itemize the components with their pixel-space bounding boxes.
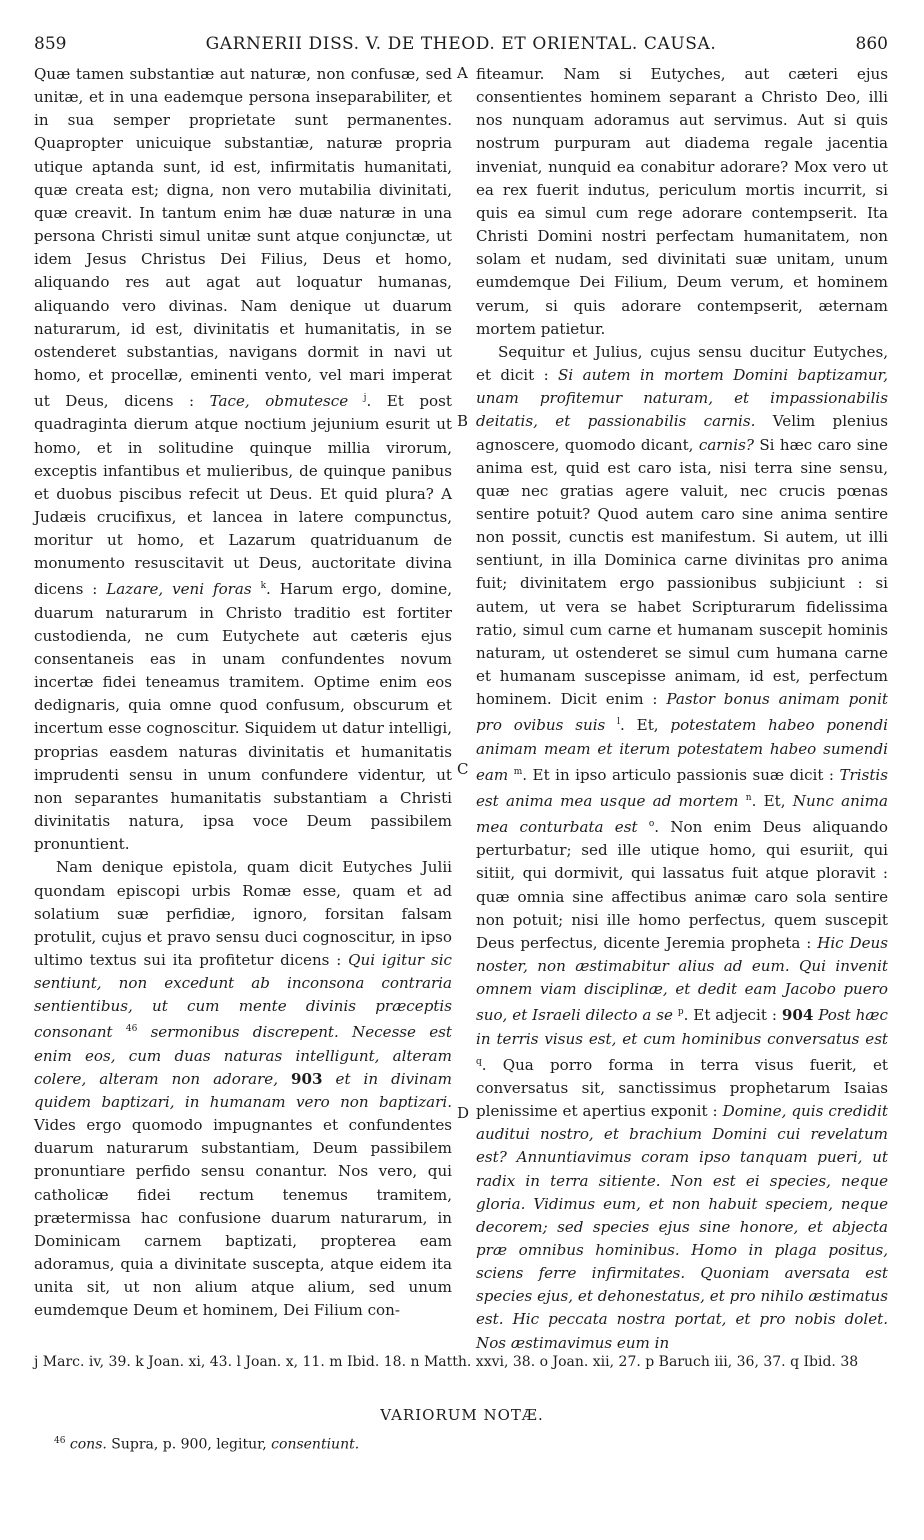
footnote-ref: q	[476, 1056, 482, 1067]
right-paragraph-2: Sequitur et Julius, cujus sensu ducitur Eutyches, et dicit : Si autem in mortem Domini baptizamur, unam profitemur naturam, et impassionabilis deitatis, et passionabilis carnis. Velim plenius agnoscere, quomodo dicant, carnis? Si hæc caro sine anima est, quid est caro ista, nisi terra sine sensu, quæ nec gratias agere valuit, nec crucis pœnas sentire potuit? Quod autem caro sine anima sentire non possit, cunctis est manifestum. Si autem, ut illi sentiunt, in illa Dominica carne divinitas pro anima fuit; divinitatem ergo passionibus subjiciunt : si autem, ut vera se habet Scripturarum fidelissima ratio, simul cum carne et humanam suscepit hominis naturam, ut ostenderet se simul cum humana carne et humanam suscepisse animam, id est, perfectum hominem. Dicit enim : Pastor bonus animam ponit pro ovibus suis $^l$. Et, potestatem habeo ponendi animam meam et iterum potestatem habeo sumendi eam $^m$. Et in ipso articulo passionis suæ dicit : Tristis est anima mea usque ad mortem $^n$. Et, Nunc anima mea conturbata est $^o$. Non enim Deus aliquando perturbatur; sed ille utique homo, qui esuriit, qui sitiit, qui dormivit, qui lassatus fuit atque ploravit : quæ omnia sine affectibus animæ caro sola sentire non potuit; nisi ille homo perfectus, quem suscepit Deus perfectus, dicente Jeremia propheta : Hic Deus noster, non æstimabitur alius ad eum. Qui invenit omnem viam disciplinæ, et dedit eam Jacobo puero suo, et Israeli dilecto a se $^p$. Et adjecit : 904 Post hæc in terris visus est, et cum hominibus conversatus est $^q$. Qua porro forma in terra visus fuerit, et conversatus sit, sanctissimus prophetarum Isaias plenissime et apertius exponit : Domine, quis credidit auditui nostro, et brachium Domini cui revelatum est? Annuntiavimus coram ipso tanquam pueri, ut radix in terra sitiente. Non est ei species, neque gloria. Vidimus eum, et non habuit speciem, neque decorem; sed species ejus sine honore, et abjecta præ omnibus hominibus. Homo in plaga positus, sciens ferre infirmitates. Quoniam aversata est species ejus, et dehonestatus, et pro nihilo æstimatus est. Hic peccata nostra portat, et pro nobis dolet. Nos æstimavimus eum in	[476, 342, 889, 1352]
column-number: 903	[291, 1069, 323, 1088]
note-mark: 46	[54, 1436, 66, 1446]
margin-marker-d: D	[457, 1104, 470, 1122]
margin-marker-b: B	[457, 412, 469, 430]
right-paragraph-1: fiteamur. Nam si Eutyches, aut cæteri ejus consentientes hominem separant a Christo Deo, illi nos nunquam adoramus aut servimus. Aut si quis nostrum purpuram aut diadema regale jacentia inveniat, nunquid ea conabitur adorare? Mox vero ut ea rex fuerit indutus, periculum mortis incurrit, si quis ea simul cum rege adorare contempserit. Ita Christi Domini nostri perfectam humanitatem, non solam et nudam, sed divinitati suæ unitam, unum eumdemque Dei Filium, Deum verum, et hominem verum, si quis adorare contempserit, æternam mortem patietur.	[476, 65, 888, 338]
quoted-text: Qui igitur sic sentiunt, non excedunt ab inconsona contraria sentientibus, ut cum mente divinis præceptis consonant	[34, 951, 452, 1042]
quoted-text: et in divinam quidem baptizari, in humanam vero non baptizari.	[34, 1069, 452, 1111]
footnote-ref: m	[513, 766, 523, 777]
scripture-quote: Tace, obmutesce	[209, 392, 349, 411]
margin-marker-a: A	[457, 64, 468, 82]
variorum-title: VARIORUM NOTÆ.	[380, 1406, 544, 1424]
running-title: GARNERII DISS. V. DE THEOD. ET ORIENTAL. CAUSA.	[205, 34, 717, 54]
scripture-quote: Lazare, veni foras	[106, 580, 252, 599]
footnote-ref: o	[648, 819, 655, 830]
left-paragraph-2: Nam denique epistola, quam dicit Eutyches Julii quondam episcopi urbis Romæ esse, quam et ad solatium suæ perfidiæ, ignoro, forsitan falsam protulit, cujus et pravo sensu duci cognoscitur, in ipso ultimo textus sui ita profitetur dicens : Qui igitur sic sentiunt, non excedunt ab inconsona contraria sentientibus, ut cum mente divinis præceptis consonant $^{46}$ sermonibus discrepent. Necesse est enim eos, cum duas naturas intelligunt, alteram colere, alteram non adorare, 903 et in divinam quidem baptizari, in humanam vero non baptizari. Vides ergo quomodo impugnantes et confundentes duarum naturarum substantiam, Deum passibilem pronuntiare perfido sensu conantur. Nos vero, qui catholicæ fidei rectum tenemus tramitem, prætermissa hac confusione duarum naturarum, in Dominicam carnem baptizati, propterea eam adoramus, quia a divinitate suscepta, atque eidem ita unita sit, ut non alium atque alium, sed unum eumdemque Deum et hominem, Dei Filium con-	[34, 858, 452, 1320]
variorum-note: $^{46}$ cons. Supra, p. 900, legitur, consentiunt.	[54, 1436, 360, 1453]
quoted-text: sermonibus discrepent. Necesse est enim eos, cum duas naturas intelligunt, alteram colere, alteram non adorare,	[34, 1023, 452, 1088]
scripture-quote: Nunc anima mea conturbata est	[476, 791, 888, 837]
page-number-right: 860	[855, 34, 888, 54]
scripture-quote: Domine, quis credidit auditui nostro, et brachium Domini cui revelatum est? Annuntiavimus coram ipso tanquam pueri, ut radix in terra sitiente. Non est ei species, neque gloria. Vidimus eum, et non habuit speciem, neque decorem; sed species ejus sine honore, et abjecta præ omnibus hominibus. Homo in plaga positus, sciens ferre infirmitates. Quoniam aversata est species ejus, et dehonestatus, et pro nihilo æstimatus est. Hic peccata nostra portat, et pro nobis dolet. Nos æstimavimus eum in	[476, 1102, 888, 1352]
scripture-quote: Pastor bonus animam ponit pro ovibus suis	[476, 690, 888, 735]
footnotes: j Marc. iv, 39. k Joan. xi, 43. l Joan. x, 11. m Ibid. 18. n Matth. xxvi, 38. o Joan. xii, 27. p Baruch iii, 36, 37. q Ibid. 38	[34, 1354, 859, 1370]
margin-marker-c: C	[457, 760, 469, 778]
column-number: 904	[781, 1006, 814, 1025]
note-ref: 46	[125, 1024, 138, 1035]
quoted-text: Si autem in mortem Domini baptizamur, unam profitemur naturam, et impassionabilis deitatis, et passionabilis carnis.	[476, 366, 889, 431]
right-column	[476, 63, 888, 1355]
footnote-ref: j	[363, 393, 367, 404]
footnote-ref: p	[677, 1007, 684, 1018]
scripture-quote: Hic Deus noster, non æstimabitur alius ad eum. Qui invenit omnem viam disciplinæ, et dedit eam Jacobo puero suo, et Israeli dilecto a se	[476, 933, 888, 1025]
footnote-ref: k	[260, 581, 267, 592]
scripture-quote: Tristis est anima mea usque ad mortem	[476, 765, 888, 810]
footnote-ref: n	[745, 792, 752, 803]
quoted-text: carnis?	[698, 435, 754, 454]
left-paragraph-1: Quæ tamen substantiæ aut naturæ, non confusæ, sed unitæ, et in una eademque persona inseparabiliter, et in sua semper proprietate sunt permanentes. Quapropter unicuique substantiæ, naturæ propria utique aptanda sunt, id est, infirmitatis humanitati, quæ creata est; digna, non vero mutabilia divinitati, quæ creavit. In tantum enim hæ duæ naturæ in una persona Christi simul unitæ sunt atque conjunctæ, ut idem Jesus Christus Dei Filius, Deus et homo, aliquando res aut agat aut loquatur humanas, aliquando vero divinas. Nam denique ut duarum naturarum, id est, divinitatis et humanitatis, in se ostenderet substantias, navigans dormit in navi ut homo, et procellæ, eminenti vento, vel mari imperat ut Deus, dicens : Tace, obmutesce $^j$. Et post quadraginta dierum atque noctium jejunium esurit ut homo, et in solitudine quinque millia virorum, exceptis infantibus et mulieribus, de quinque panibus et duobus piscibus refecit ut Deus. Et quid plura? A Judæis crucifixus, et lancea in latere compunctus, moritur ut homo, et Lazarum quatriduanum de monumento resuscitavit ut Deus, auctoritate divina dicens : Lazare, veni foras $^k$. Harum ergo, domine, duarum naturarum in Christo traditio est fortiter custodienda, ne cum Eutychete aut cæteris ejus consentaneis eas in unam confundentes novum incertæ fidei teneamus tramitem. Optime enim eos dedignaris, quia omne quod confusum, obscurum et incertum esse cognoscitur. Siquidem ut datur intelligi, proprias easdem naturas divinitatis et humanitatis imprudenti sensu in unum confundere videntur, ut non separantes humanitatis substantiam a Christi divinitatis natura, ipsa voce Deum passibilem pronuntient.	[34, 65, 452, 854]
scripture-quote: potestatem habeo ponendi animam meam et iterum potestatem habeo sumendi eam	[476, 716, 888, 784]
left-column	[34, 63, 452, 1323]
page-number-left: 859	[34, 34, 67, 54]
running-header	[34, 34, 888, 58]
footnote-ref: l	[617, 717, 621, 728]
scripture-quote: Post hæc in terris visus est, et cum hominibus conversatus est	[476, 1006, 888, 1048]
